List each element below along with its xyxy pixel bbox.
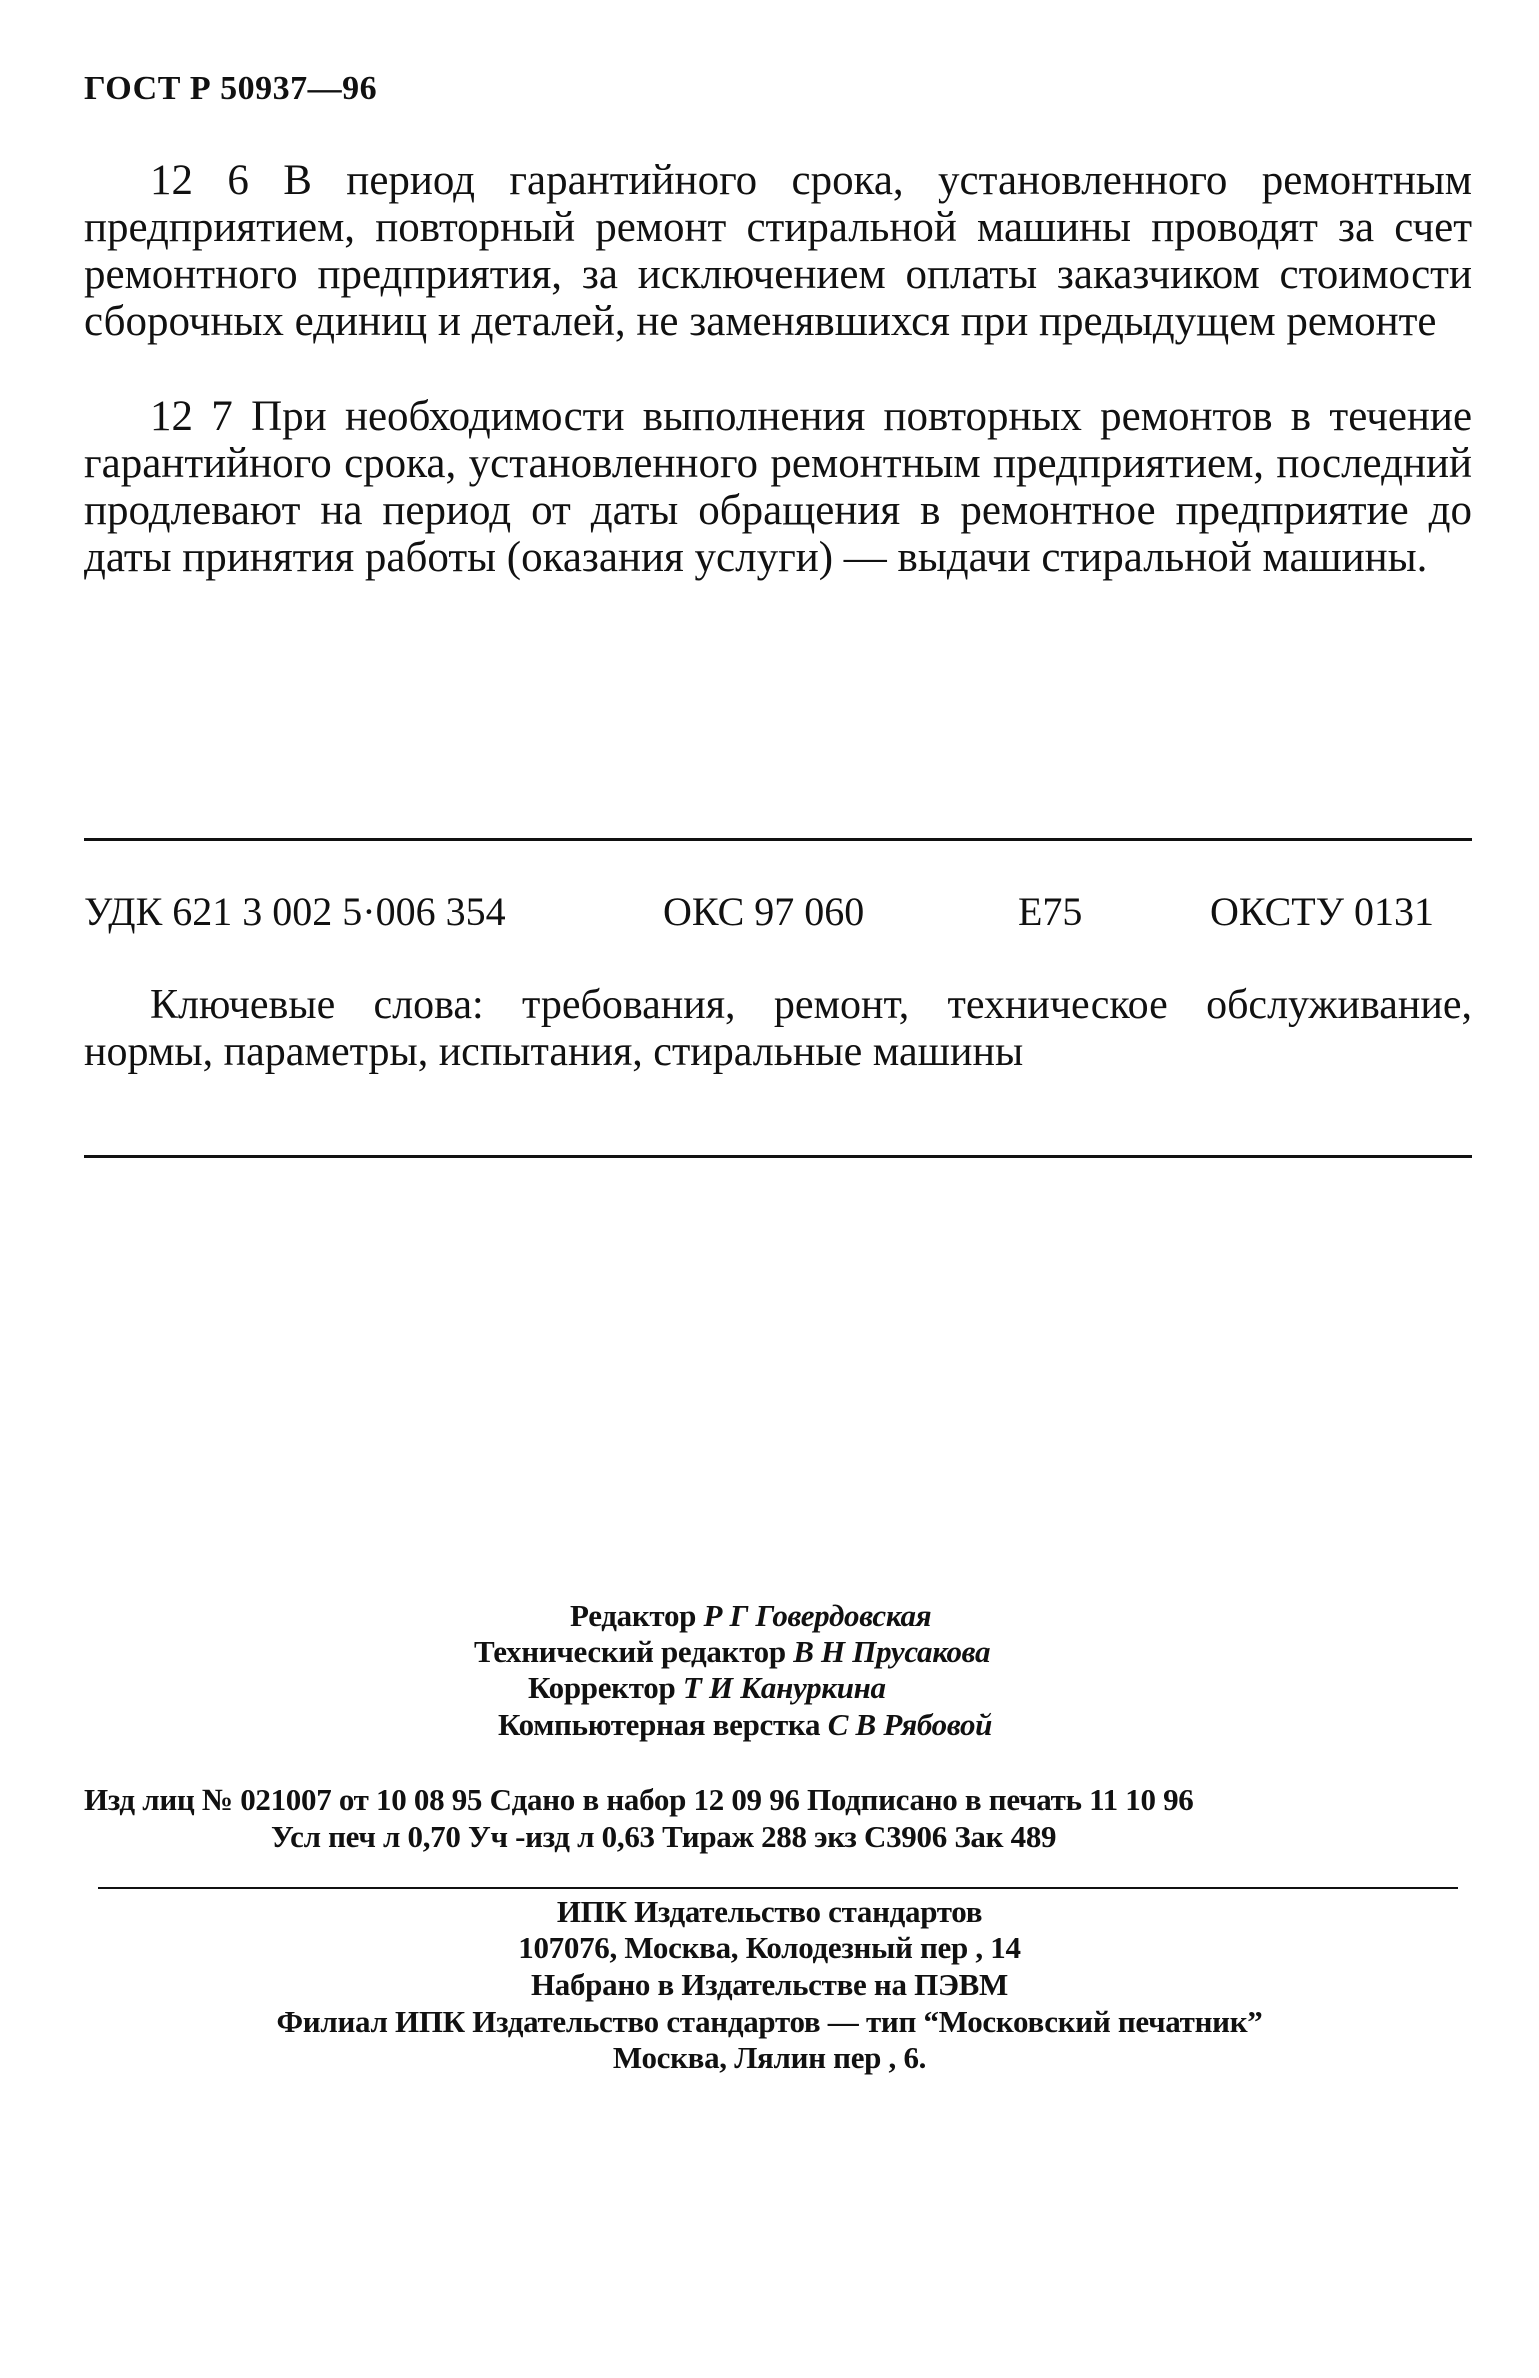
paragraph-12-6 — [84, 157, 1472, 345]
license-line: Изд лиц № 021007 от 10 08 95 Сдано в набор 12 09 96 Подписано в печать 11 10 96 — [84, 1782, 1194, 1817]
paragraph-text: В период гарантийного срока, установленного ремонтным предприятием, повторный ремонт стиральной машины проводят за счет ремонтного предприятия, за исключением оплаты заказчиком стоимости сборочных единиц и деталей, не заменявшихся при предыдущем ремонте — [84, 157, 1472, 345]
tech-editor-credit — [474, 1633, 990, 1670]
editor-label: Редактор — [570, 1598, 697, 1633]
layout-name: С В Рябовой — [827, 1707, 993, 1742]
standard-designation: ГОСТ Р 50937—96 — [84, 70, 378, 107]
editor-credit — [570, 1597, 931, 1634]
horizontal-divider — [84, 1155, 1472, 1158]
oks-code: ОКС 97 060 — [663, 889, 865, 934]
udk-code: УДК 621 3 002 5·006 354 — [84, 889, 506, 934]
classification-codes — [84, 888, 1472, 938]
layout-label: Компьютерная верстка — [498, 1707, 821, 1742]
corrector-name: Т И Кануркина — [682, 1670, 886, 1705]
tech-editor-label: Технический редактор — [474, 1634, 786, 1669]
horizontal-divider — [84, 838, 1472, 841]
publisher-name: ИПК Издательство стандартов — [556, 1894, 983, 1929]
paragraph-text: При необходимости выполнения повторных ремонтов в течение гарантийного срока, установленного ремонтным предприятием, последний продлевают на период от даты обращения в ремонтное предприятие до даты принятия работы (оказания услуги) — выдачи стиральной машины. — [84, 393, 1473, 581]
branch-address: Москва, Лялин пер , 6. — [612, 2040, 927, 2075]
keywords: Ключевые слова: требования, ремонт, техническое обслуживание, нормы, параметры, испытания, стиральные машины — [84, 982, 1472, 1075]
paragraph-12-7 — [84, 393, 1472, 581]
branch-name: Филиал ИПК Издательство стандартов — тип “Московский печатник” — [276, 2004, 1263, 2039]
print-details-line: Усл печ л 0,70 Уч -изд л 0,63 Тираж 288 экз С3906 Зак 489 — [271, 1819, 1057, 1854]
horizontal-divider — [98, 1887, 1458, 1889]
okstu-code: ОКСТУ 0131 — [1210, 889, 1435, 934]
typeset-note: Набрано в Издательстве на ПЭВМ — [530, 1967, 1009, 2002]
corrector-label: Корректор — [528, 1670, 676, 1705]
corrector-credit — [528, 1669, 886, 1706]
group-code: Е75 — [1018, 889, 1083, 934]
publisher-address: 107076, Москва, Колодезный пер , 14 — [518, 1930, 1021, 1965]
tech-editor-name: В Н Прусакова — [793, 1634, 991, 1669]
paragraph-number: 12 6 — [150, 157, 249, 204]
paragraph-number: 12 7 — [150, 393, 233, 440]
layout-credit — [498, 1706, 992, 1743]
editor-name: Р Г Говердовская — [703, 1598, 932, 1633]
